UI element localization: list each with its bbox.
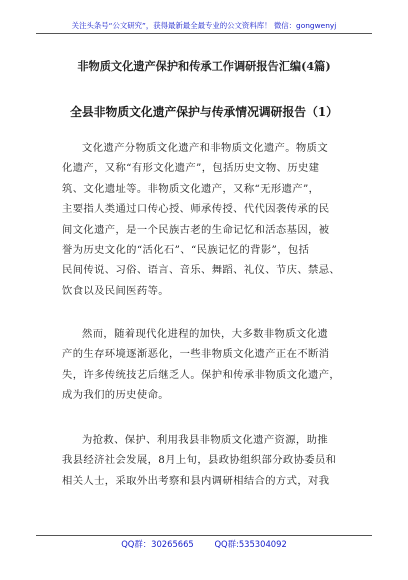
text-line: 化遗产，又称“有形文化遗产”，包括历史文物、历史建 <box>62 162 320 175</box>
paragraph-3 <box>62 430 350 491</box>
text-line: 民间传说、习俗、语言、音乐、舞蹈、礼仪、节庆、禁忌、 <box>62 264 341 277</box>
text-line: 然而，随着现代化进程的加快，大多数非物质文化遗 <box>82 328 329 340</box>
text-line: 间文化遗产，是一个民族古老的生命记忆和活态基因，被 <box>62 223 330 236</box>
text-line: 成为我们的历史使命。 <box>62 389 169 402</box>
footer-qq-group-2: QQ群:535304092 <box>214 539 287 549</box>
text-line: 誉为历史文化的“活化石”、“民族记忆的背影”，包括 <box>62 244 310 257</box>
text-line: 主要指人类通过口传心授、师承传授、代代因袭传承的民 <box>62 203 330 216</box>
footer-qq-group-1: QQ群：30265665 <box>121 539 194 549</box>
text-line: 失，许多传统技艺后继乏人。保护和传承非物质文化遗产， <box>62 368 341 381</box>
text-line: 文化遗产分物质文化遗产和非物质文化遗产。物质文 <box>82 142 329 154</box>
page-header <box>36 20 372 34</box>
header-text: 关注头条号“公文研究”，获得最新最全最专业的公文资料库！ 微信：gongwenyj <box>71 21 337 30</box>
document-title: 非物质文化遗产保护和传承工作调研报告汇编(4篇) <box>77 59 331 73</box>
paragraph-1 <box>62 138 350 301</box>
text-line: 产的生存环境逐渐恶化，一些非物质文化遗产正在不断消 <box>62 348 330 361</box>
text-line: 我县经济社会发展，8月上旬，县政协组织部分政协委员和 <box>62 454 337 467</box>
paragraph-2 <box>62 324 350 406</box>
text-line: 为抢救、保护、利用我县非物质文化遗产资源，助推 <box>82 434 329 446</box>
page-footer <box>36 535 372 550</box>
text-line: 相关人士，采取外出考察和县内调研相结合的方式，对我 <box>62 474 330 487</box>
section-title: 全县非物质文化遗产保护与传承情况调研报告（1） <box>70 105 338 119</box>
text-line: 饮食以及民间医药等。 <box>62 284 169 297</box>
text-line: 筑、文化遗址等。非物质文化遗产，又称“无形遗产”， <box>62 182 320 195</box>
